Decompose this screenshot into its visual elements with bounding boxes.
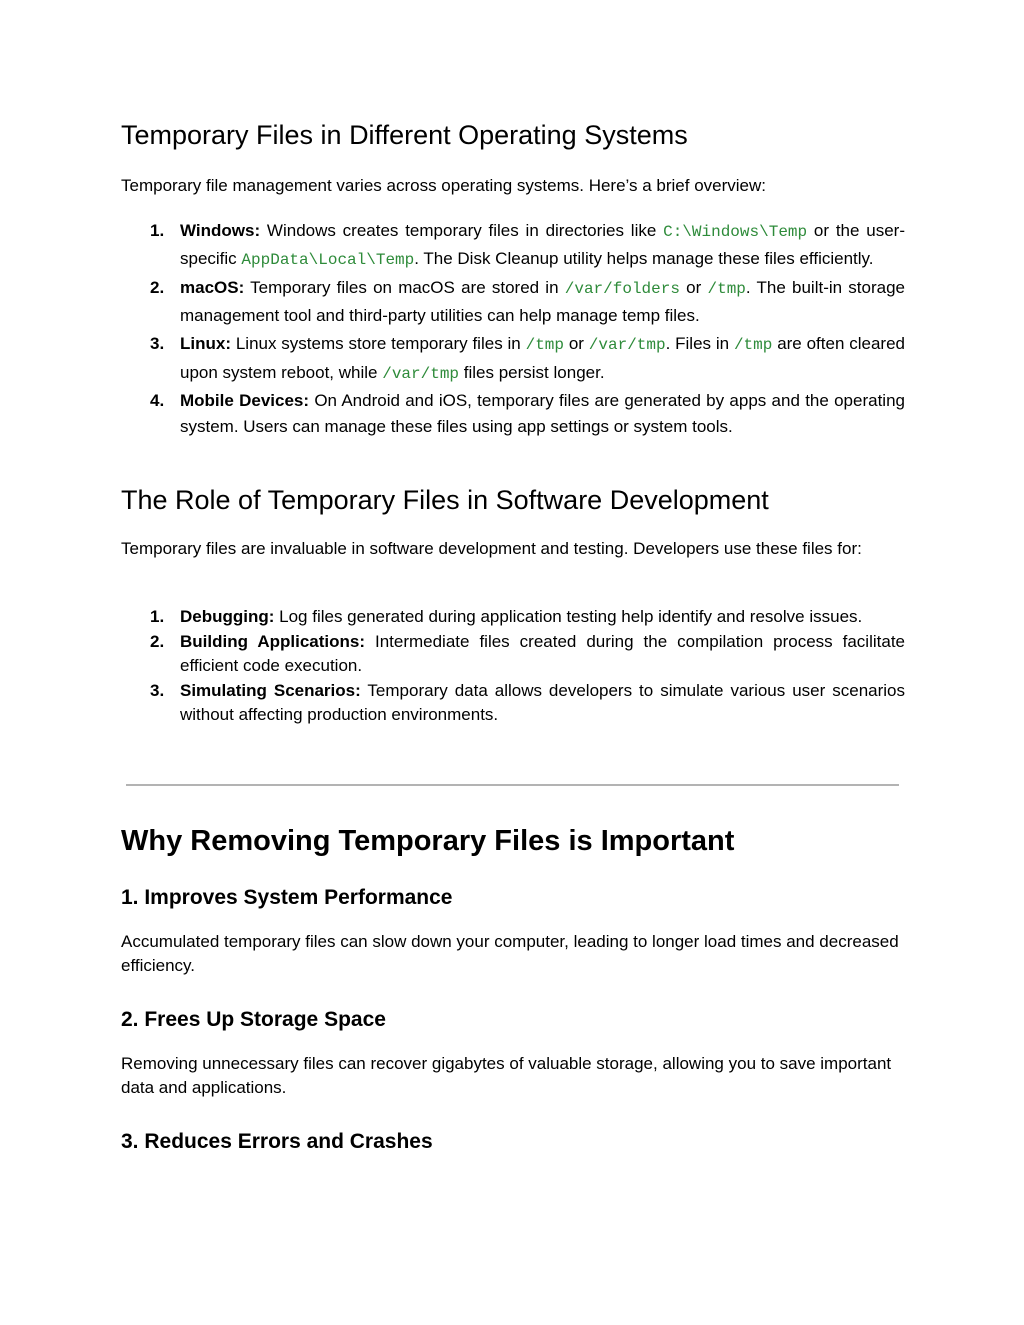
dev-list: [121, 605, 905, 728]
code-path: AppData\Local\Temp: [241, 250, 415, 269]
code-path: /tmp: [733, 336, 773, 354]
list-item-macos: 2. macOS: Temporary files on macOS are stored in /var/folders or /tmp. The built-in storage management tool and third-party utilities can help manage temp files.: [150, 278, 905, 325]
list-item-building: 2. Building Applications: Intermediate files created during the compilation process facilitate efficient code execution.: [150, 631, 905, 675]
dev-intro: Temporary files are invaluable in software development and testing. Developers use these files for:: [121, 539, 862, 558]
item-label: Building Applications:: [180, 631, 365, 651]
subheading-storage: 2. Frees Up Storage Space: [121, 1008, 386, 1031]
code-path: /var/tmp: [382, 365, 460, 383]
subheading-performance: 1. Improves System Performance: [121, 886, 453, 909]
list-item-linux: 3. Linux: Linux systems store temporary files in /tmp or /var/tmp. Files in /tmp are often cleared upon system reboot, while /var/tmp files persist longer.: [150, 334, 905, 383]
list-item-simulating: 3. Simulating Scenarios: Temporary data allows developers to simulate various user scenarios without affecting production environments.: [150, 680, 905, 724]
subheading-errors: 3. Reduces Errors and Crashes: [121, 1130, 433, 1153]
item-label: Linux:: [180, 334, 231, 353]
horizontal-divider: [126, 784, 899, 786]
list-item-mobile: 4. Mobile Devices: On Android and iOS, temporary files are generated by apps and the operating system. Users can manage these files using app settings or system tools.: [150, 391, 905, 436]
list-item-windows: 1. Windows: Windows creates temporary files in directories like C:\Windows\Temp or the user-specific AppData\Local\Temp. The Disk Cleanup utility helps manage these files efficiently.: [150, 221, 905, 269]
item-label: Debugging:: [180, 607, 275, 626]
list-item-debugging: 1. Debugging: Log files generated during application testing help identify and resolve issues.: [150, 607, 863, 626]
item-label: Mobile Devices:: [180, 391, 310, 410]
code-path: /var/folders: [564, 280, 680, 298]
item-label: Simulating Scenarios:: [180, 680, 361, 700]
section-title-dev: The Role of Temporary Files in Software Development: [121, 485, 769, 515]
os-list: [121, 218, 905, 439]
code-path: /tmp: [525, 336, 564, 354]
performance-text: Accumulated temporary files can slow down your computer, leading to longer load times and decreased efficiency.: [121, 932, 899, 975]
code-path: /var/tmp: [588, 336, 666, 354]
storage-text: Removing unnecessary files can recover gigabytes of valuable storage, allowing you to save important data and applications.: [121, 1054, 892, 1097]
code-path: C:\Windows\Temp: [663, 223, 808, 241]
section-title-os: Temporary Files in Different Operating Systems: [121, 120, 688, 150]
section-title-why: Why Removing Temporary Files is Important: [121, 825, 735, 857]
item-label: Windows:: [180, 221, 261, 240]
item-label: macOS:: [180, 278, 245, 297]
os-intro: Temporary file management varies across operating systems. Here’s a brief overview:: [121, 176, 767, 195]
code-path: /tmp: [707, 280, 746, 298]
